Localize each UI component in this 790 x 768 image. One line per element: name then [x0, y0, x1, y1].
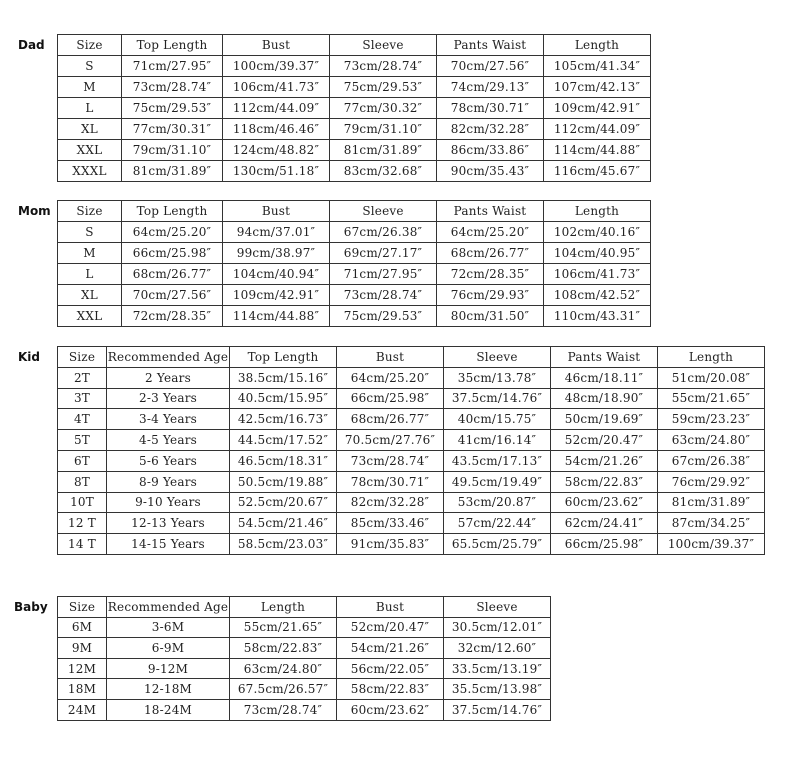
table-row: [58, 534, 765, 555]
table-row: [58, 161, 651, 182]
table-cell: 106cm/41.73″: [544, 264, 651, 285]
table-cell: 71cm/27.95″: [330, 264, 437, 285]
column-header: Size: [58, 597, 107, 618]
table-cell: 81cm/31.89″: [330, 140, 437, 161]
size-cell: 6M: [58, 617, 107, 638]
table-cell: 80cm/31.50″: [437, 306, 544, 327]
table-cell: 100cm/39.37″: [658, 534, 765, 555]
table-cell: 69cm/27.17″: [330, 243, 437, 264]
table-cell: 130cm/51.18″: [223, 161, 330, 182]
table-cell: 50.5cm/19.88″: [230, 471, 337, 492]
table-cell: 32cm/12.60″: [444, 638, 551, 659]
table-cell: 58cm/22.83″: [551, 471, 658, 492]
table-cell: 71cm/27.95″: [122, 56, 223, 77]
table-cell: 76cm/29.93″: [437, 285, 544, 306]
header-row: [58, 201, 651, 222]
table-cell: 87cm/34.25″: [658, 513, 765, 534]
column-header: Sleeve: [330, 35, 437, 56]
size-cell: M: [58, 243, 122, 264]
table-cell: 42.5cm/16.73″: [230, 409, 337, 430]
table-cell: 3-4 Years: [107, 409, 230, 430]
table-cell: 68cm/26.77″: [122, 264, 223, 285]
column-header: Bust: [337, 347, 444, 368]
column-header: Top Length: [122, 201, 223, 222]
table-cell: 76cm/29.92″: [658, 471, 765, 492]
table-cell: 70cm/27.56″: [437, 56, 544, 77]
column-header: Length: [658, 347, 765, 368]
table-row: [58, 492, 765, 513]
table-cell: 70.5cm/27.76″: [337, 430, 444, 451]
table-cell: 2-3 Years: [107, 388, 230, 409]
size-cell: L: [58, 264, 122, 285]
table-cell: 58cm/22.83″: [337, 679, 444, 700]
dad-size-table: [57, 34, 651, 182]
size-cell: XL: [58, 285, 122, 306]
baby-size-table: [57, 596, 551, 721]
table-cell: 66cm/25.98″: [337, 388, 444, 409]
column-header: Top Length: [122, 35, 223, 56]
table-cell: 73cm/28.74″: [330, 285, 437, 306]
table-cell: 14-15 Years: [107, 534, 230, 555]
table-row: [58, 430, 765, 451]
size-cell: 18M: [58, 679, 107, 700]
column-header: Pants Waist: [551, 347, 658, 368]
table-cell: 64cm/25.20″: [437, 222, 544, 243]
size-cell: XL: [58, 119, 122, 140]
table-cell: 46.5cm/18.31″: [230, 450, 337, 471]
table-cell: 104cm/40.95″: [544, 243, 651, 264]
table-cell: 64cm/25.20″: [337, 367, 444, 388]
size-cell: XXXL: [58, 161, 122, 182]
table-cell: 6-9M: [107, 638, 230, 659]
size-cell: XXL: [58, 140, 122, 161]
table-cell: 91cm/35.83″: [337, 534, 444, 555]
table-cell: 79cm/31.10″: [330, 119, 437, 140]
table-cell: 49.5cm/19.49″: [444, 471, 551, 492]
mom-label: Mom: [18, 204, 51, 218]
table-row: [58, 243, 651, 264]
table-cell: 5-6 Years: [107, 450, 230, 471]
table-cell: 59cm/23.23″: [658, 409, 765, 430]
table-cell: 107cm/42.13″: [544, 77, 651, 98]
table-row: [58, 367, 765, 388]
table-cell: 56cm/22.05″: [337, 658, 444, 679]
column-header: Size: [58, 347, 107, 368]
size-cell: 24M: [58, 699, 107, 720]
kid-label: Kid: [18, 350, 41, 364]
table-row: [58, 285, 651, 306]
size-cell: 3T: [58, 388, 107, 409]
table-cell: 68cm/26.77″: [337, 409, 444, 430]
table-cell: 67cm/26.38″: [330, 222, 437, 243]
table-cell: 33.5cm/13.19″: [444, 658, 551, 679]
table-cell: 54.5cm/21.46″: [230, 513, 337, 534]
size-cell: 4T: [58, 409, 107, 430]
table-cell: 55cm/21.65″: [658, 388, 765, 409]
column-header: Sleeve: [330, 201, 437, 222]
column-header: Bust: [223, 201, 330, 222]
table-cell: 112cm/44.09″: [223, 98, 330, 119]
table-cell: 67.5cm/26.57″: [230, 679, 337, 700]
table-cell: 99cm/38.97″: [223, 243, 330, 264]
table-cell: 106cm/41.73″: [223, 77, 330, 98]
table-cell: 38.5cm/15.16″: [230, 367, 337, 388]
column-header: Sleeve: [444, 597, 551, 618]
table-cell: 58cm/22.83″: [230, 638, 337, 659]
table-cell: 78cm/30.71″: [437, 98, 544, 119]
table-cell: 81cm/31.89″: [658, 492, 765, 513]
table-cell: 82cm/32.28″: [437, 119, 544, 140]
table-row: [58, 98, 651, 119]
table-cell: 73cm/28.74″: [230, 699, 337, 720]
table-cell: 51cm/20.08″: [658, 367, 765, 388]
table-cell: 85cm/33.46″: [337, 513, 444, 534]
table-cell: 124cm/48.82″: [223, 140, 330, 161]
size-cell: 2T: [58, 367, 107, 388]
size-cell: 9M: [58, 638, 107, 659]
table-cell: 68cm/26.77″: [437, 243, 544, 264]
table-cell: 118cm/46.46″: [223, 119, 330, 140]
table-cell: 53cm/20.87″: [444, 492, 551, 513]
table-cell: 104cm/40.94″: [223, 264, 330, 285]
baby-label: Baby: [14, 600, 48, 614]
table-cell: 63cm/24.80″: [230, 658, 337, 679]
size-cell: XXL: [58, 306, 122, 327]
table-cell: 114cm/44.88″: [223, 306, 330, 327]
table-cell: 100cm/39.37″: [223, 56, 330, 77]
size-cell: L: [58, 98, 122, 119]
table-cell: 83cm/32.68″: [330, 161, 437, 182]
table-cell: 55cm/21.65″: [230, 617, 337, 638]
table-cell: 72cm/28.35″: [122, 306, 223, 327]
column-header: Length: [544, 201, 651, 222]
table-cell: 50cm/19.69″: [551, 409, 658, 430]
table-cell: 37.5cm/14.76″: [444, 388, 551, 409]
table-cell: 78cm/30.71″: [337, 471, 444, 492]
table-row: [58, 617, 551, 638]
table-cell: 105cm/41.34″: [544, 56, 651, 77]
column-header: Recommended Age: [107, 347, 230, 368]
table-cell: 70cm/27.56″: [122, 285, 223, 306]
table-cell: 67cm/26.38″: [658, 450, 765, 471]
table-cell: 66cm/25.98″: [122, 243, 223, 264]
table-cell: 110cm/43.31″: [544, 306, 651, 327]
size-cell: 8T: [58, 471, 107, 492]
table-row: [58, 471, 765, 492]
table-cell: 35.5cm/13.98″: [444, 679, 551, 700]
size-cell: 5T: [58, 430, 107, 451]
table-row: [58, 638, 551, 659]
table-cell: 65.5cm/25.79″: [444, 534, 551, 555]
table-cell: 58.5cm/23.03″: [230, 534, 337, 555]
size-cell: 12M: [58, 658, 107, 679]
table-cell: 4-5 Years: [107, 430, 230, 451]
table-cell: 18-24M: [107, 699, 230, 720]
table-row: [58, 679, 551, 700]
column-header: Top Length: [230, 347, 337, 368]
table-cell: 94cm/37.01″: [223, 222, 330, 243]
column-header: Bust: [223, 35, 330, 56]
table-cell: 8-9 Years: [107, 471, 230, 492]
table-row: [58, 450, 765, 471]
table-row: [58, 119, 651, 140]
mom-size-table: [57, 200, 651, 327]
table-row: [58, 306, 651, 327]
column-header: Size: [58, 201, 122, 222]
table-cell: 52cm/20.47″: [337, 617, 444, 638]
table-cell: 2 Years: [107, 367, 230, 388]
table-cell: 43.5cm/17.13″: [444, 450, 551, 471]
table-cell: 74cm/29.13″: [437, 77, 544, 98]
table-cell: 73cm/28.74″: [337, 450, 444, 471]
table-cell: 3-6M: [107, 617, 230, 638]
table-cell: 77cm/30.31″: [122, 119, 223, 140]
size-cell: 10T: [58, 492, 107, 513]
size-cell: 12 T: [58, 513, 107, 534]
table-cell: 114cm/44.88″: [544, 140, 651, 161]
table-cell: 64cm/25.20″: [122, 222, 223, 243]
table-cell: 54cm/21.26″: [551, 450, 658, 471]
table-cell: 86cm/33.86″: [437, 140, 544, 161]
column-header: Length: [544, 35, 651, 56]
table-cell: 62cm/24.41″: [551, 513, 658, 534]
column-header: Pants Waist: [437, 35, 544, 56]
table-cell: 60cm/23.62″: [551, 492, 658, 513]
table-row: [58, 409, 765, 430]
size-cell: 14 T: [58, 534, 107, 555]
table-cell: 30.5cm/12.01″: [444, 617, 551, 638]
table-cell: 41cm/16.14″: [444, 430, 551, 451]
table-row: [58, 513, 765, 534]
table-cell: 75cm/29.53″: [122, 98, 223, 119]
table-cell: 102cm/40.16″: [544, 222, 651, 243]
table-row: [58, 140, 651, 161]
table-cell: 73cm/28.74″: [122, 77, 223, 98]
column-header: Pants Waist: [437, 201, 544, 222]
column-header: Sleeve: [444, 347, 551, 368]
table-cell: 48cm/18.90″: [551, 388, 658, 409]
size-cell: S: [58, 56, 122, 77]
header-row: [58, 35, 651, 56]
size-cell: M: [58, 77, 122, 98]
table-cell: 77cm/30.32″: [330, 98, 437, 119]
table-cell: 75cm/29.53″: [330, 306, 437, 327]
table-cell: 109cm/42.91″: [544, 98, 651, 119]
table-cell: 79cm/31.10″: [122, 140, 223, 161]
table-row: [58, 658, 551, 679]
table-cell: 66cm/25.98″: [551, 534, 658, 555]
table-cell: 57cm/22.44″: [444, 513, 551, 534]
table-cell: 35cm/13.78″: [444, 367, 551, 388]
table-cell: 9-12M: [107, 658, 230, 679]
table-row: [58, 388, 765, 409]
table-cell: 37.5cm/14.76″: [444, 699, 551, 720]
table-cell: 112cm/44.09″: [544, 119, 651, 140]
header-row: [58, 597, 551, 618]
table-cell: 109cm/42.91″: [223, 285, 330, 306]
table-cell: 75cm/29.53″: [330, 77, 437, 98]
table-cell: 116cm/45.67″: [544, 161, 651, 182]
table-row: [58, 56, 651, 77]
dad-label: Dad: [18, 38, 45, 52]
table-cell: 40.5cm/15.95″: [230, 388, 337, 409]
table-cell: 82cm/32.28″: [337, 492, 444, 513]
kid-size-table: [57, 346, 765, 555]
size-cell: 6T: [58, 450, 107, 471]
table-cell: 108cm/42.52″: [544, 285, 651, 306]
table-cell: 44.5cm/17.52″: [230, 430, 337, 451]
table-cell: 72cm/28.35″: [437, 264, 544, 285]
column-header: Length: [230, 597, 337, 618]
size-cell: S: [58, 222, 122, 243]
column-header: Recommended Age: [107, 597, 230, 618]
column-header: Bust: [337, 597, 444, 618]
table-cell: 63cm/24.80″: [658, 430, 765, 451]
table-cell: 54cm/21.26″: [337, 638, 444, 659]
table-cell: 9-10 Years: [107, 492, 230, 513]
table-row: [58, 699, 551, 720]
table-cell: 52.5cm/20.67″: [230, 492, 337, 513]
table-cell: 81cm/31.89″: [122, 161, 223, 182]
table-cell: 90cm/35.43″: [437, 161, 544, 182]
table-row: [58, 222, 651, 243]
table-row: [58, 264, 651, 285]
table-row: [58, 77, 651, 98]
table-cell: 52cm/20.47″: [551, 430, 658, 451]
table-cell: 46cm/18.11″: [551, 367, 658, 388]
table-cell: 12-18M: [107, 679, 230, 700]
header-row: [58, 347, 765, 368]
table-cell: 12-13 Years: [107, 513, 230, 534]
column-header: Size: [58, 35, 122, 56]
table-cell: 40cm/15.75″: [444, 409, 551, 430]
table-cell: 73cm/28.74″: [330, 56, 437, 77]
table-cell: 60cm/23.62″: [337, 699, 444, 720]
